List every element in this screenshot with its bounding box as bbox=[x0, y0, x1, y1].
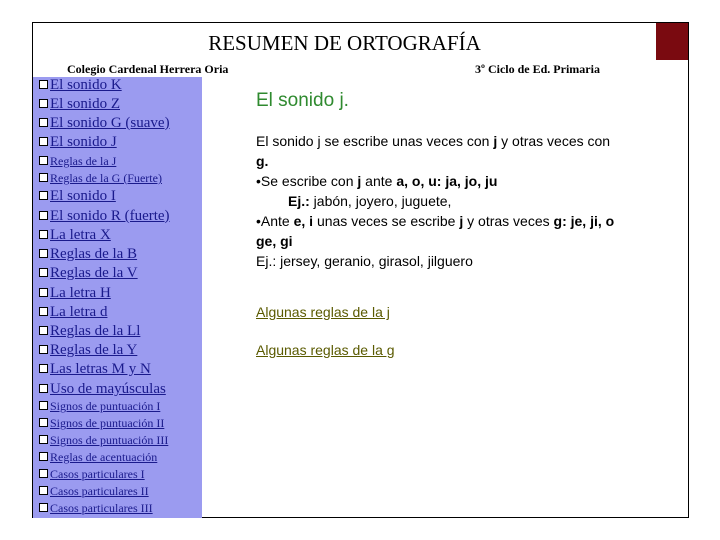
explanation-text bbox=[256, 131, 681, 271]
sidebar-item[interactable] bbox=[39, 399, 160, 414]
checkbox-bullet-icon bbox=[39, 191, 48, 200]
example1-words: jabón, joyero, juguete, bbox=[309, 193, 452, 209]
sidebar-item[interactable] bbox=[39, 188, 116, 205]
rule-2 bbox=[256, 211, 681, 251]
checkbox-bullet-icon bbox=[39, 288, 48, 297]
rule1-vowels: a, o, u: ja, jo, ju bbox=[396, 173, 498, 189]
title-bar bbox=[33, 23, 656, 61]
sidebar-item-label[interactable]: El sonido J bbox=[50, 134, 117, 150]
sidebar-item[interactable] bbox=[39, 96, 120, 113]
sidebar-item-label[interactable]: El sonido G (suave) bbox=[50, 115, 170, 131]
rule2-ei: e, i bbox=[293, 213, 314, 229]
sidebar-item-label[interactable]: Uso de mayúsculas bbox=[50, 381, 166, 397]
sidebar-item[interactable] bbox=[39, 265, 138, 282]
sidebar-item-label[interactable]: Reglas de la V bbox=[50, 265, 138, 281]
sidebar-item-label[interactable]: El sonido I bbox=[50, 188, 116, 204]
rule2-j: j bbox=[459, 213, 464, 229]
intro-text: El sonido j se escribe unas veces con bbox=[256, 133, 494, 149]
checkbox-bullet-icon bbox=[39, 173, 48, 182]
sidebar-item[interactable] bbox=[39, 134, 117, 151]
checkbox-bullet-icon bbox=[39, 401, 48, 410]
sidebar-item-label[interactable]: Reglas de la Ll bbox=[50, 323, 141, 339]
sidebar-item[interactable] bbox=[39, 77, 122, 94]
rule1-text-2: ante bbox=[361, 173, 397, 189]
sidebar-item-label[interactable]: Signos de puntuación III bbox=[50, 433, 169, 447]
sidebar-item[interactable] bbox=[39, 342, 137, 359]
checkbox-bullet-icon bbox=[39, 137, 48, 146]
sidebar-item[interactable] bbox=[39, 381, 166, 398]
checkbox-bullet-icon bbox=[39, 435, 48, 444]
checkbox-bullet-icon bbox=[39, 307, 48, 316]
link-reglas-g[interactable]: Algunas reglas de la g bbox=[256, 342, 395, 358]
example1-label: Ej.: bbox=[288, 193, 310, 209]
intro-text-2: y otras veces con bbox=[497, 133, 611, 149]
checkbox-bullet-icon bbox=[39, 156, 48, 165]
sidebar-item-label[interactable]: La letra d bbox=[50, 304, 108, 320]
sidebar-item[interactable] bbox=[39, 246, 137, 263]
corner-accent bbox=[656, 23, 688, 60]
checkbox-bullet-icon bbox=[39, 384, 48, 393]
example-1 bbox=[256, 191, 681, 211]
page-title: RESUMEN DE ORTOGRAFÍA bbox=[208, 31, 481, 55]
sidebar-item-label[interactable]: Reglas de la J bbox=[50, 154, 117, 168]
link-reglas-j[interactable]: Algunas reglas de la j bbox=[256, 304, 390, 320]
rule2-text: •Ante bbox=[256, 213, 294, 229]
rule2-text-2: unas veces se escribe bbox=[313, 213, 460, 229]
intro-j: j bbox=[493, 133, 498, 149]
school-name: Colegio Cardenal Herrera Oria bbox=[67, 62, 229, 76]
cycle-label: 3º Ciclo de Ed. Primaria bbox=[475, 62, 600, 76]
sidebar-item-label[interactable]: Casos particulares II bbox=[50, 484, 149, 498]
sidebar-item[interactable] bbox=[39, 433, 168, 448]
checkbox-bullet-icon bbox=[39, 249, 48, 258]
rule2-text-3: y otras veces bbox=[463, 213, 554, 229]
rule2-gegi: ge, gi bbox=[256, 233, 293, 249]
rule-1 bbox=[256, 171, 681, 191]
checkbox-bullet-icon bbox=[39, 503, 48, 512]
sidebar-item-label[interactable]: El sonido R (fuerte) bbox=[50, 208, 170, 224]
rule2-examples: : je, ji, bbox=[562, 213, 602, 229]
intro-g: g. bbox=[256, 153, 269, 169]
checkbox-bullet-icon bbox=[39, 486, 48, 495]
checkbox-bullet-icon bbox=[39, 326, 48, 335]
sidebar bbox=[33, 77, 202, 518]
subtitle-bar bbox=[33, 60, 688, 77]
sidebar-item-label[interactable]: La letra H bbox=[50, 285, 111, 301]
sidebar-item-label[interactable]: El sonido Z bbox=[50, 96, 120, 112]
sidebar-item[interactable] bbox=[39, 450, 157, 465]
example2-label: Ej.: bbox=[256, 253, 277, 269]
sidebar-item-label[interactable]: Casos particulares I bbox=[50, 467, 145, 481]
sidebar-item-label[interactable]: La letra X bbox=[50, 227, 111, 243]
checkbox-bullet-icon bbox=[39, 345, 48, 354]
checkbox-bullet-icon bbox=[39, 80, 48, 89]
rule2-o: o bbox=[601, 213, 615, 229]
checkbox-bullet-icon bbox=[39, 211, 48, 220]
checkbox-bullet-icon bbox=[39, 452, 48, 461]
sidebar-item-label[interactable]: Reglas de la Y bbox=[50, 342, 138, 358]
intro-line bbox=[256, 131, 681, 171]
sidebar-item-label[interactable]: Las letras M y N bbox=[50, 361, 151, 377]
sidebar-item[interactable] bbox=[39, 416, 164, 431]
sidebar-item-label[interactable]: Signos de puntuación II bbox=[50, 416, 165, 430]
sidebar-item[interactable] bbox=[39, 323, 140, 340]
checkbox-bullet-icon bbox=[39, 230, 48, 239]
sidebar-item[interactable] bbox=[39, 208, 170, 225]
sidebar-item[interactable] bbox=[39, 361, 151, 378]
sidebar-item[interactable] bbox=[39, 285, 111, 302]
sidebar-item-label[interactable]: Casos particulares III bbox=[50, 501, 153, 515]
sidebar-item[interactable] bbox=[39, 484, 149, 499]
rule1-text: •Se escribe con bbox=[256, 173, 358, 189]
sidebar-item-label[interactable]: Reglas de acentuación bbox=[50, 450, 158, 464]
example-2 bbox=[256, 251, 681, 271]
sidebar-item[interactable] bbox=[39, 171, 162, 186]
sidebar-item-label[interactable]: Signos de puntuación I bbox=[50, 399, 161, 413]
sidebar-item[interactable] bbox=[39, 115, 170, 132]
section-heading: El sonido j. bbox=[256, 90, 349, 111]
sidebar-item-label[interactable]: El sonido K bbox=[50, 77, 122, 93]
example2-words: jersey, geranio, girasol, jilguero bbox=[276, 253, 473, 269]
checkbox-bullet-icon bbox=[39, 364, 48, 373]
sidebar-item[interactable] bbox=[39, 501, 153, 516]
checkbox-bullet-icon bbox=[39, 469, 48, 478]
sidebar-item[interactable] bbox=[39, 227, 111, 244]
sidebar-item[interactable] bbox=[39, 154, 116, 169]
sidebar-item-label[interactable]: Reglas de la G (Fuerte) bbox=[50, 171, 162, 185]
checkbox-bullet-icon bbox=[39, 99, 48, 108]
checkbox-bullet-icon bbox=[39, 268, 48, 277]
sidebar-item[interactable] bbox=[39, 304, 107, 321]
sidebar-item-label[interactable]: Reglas de la B bbox=[50, 246, 138, 262]
sidebar-item[interactable] bbox=[39, 467, 145, 482]
rule1-j: j bbox=[357, 173, 362, 189]
rule2-g: g bbox=[553, 213, 563, 229]
checkbox-bullet-icon bbox=[39, 118, 48, 127]
checkbox-bullet-icon bbox=[39, 418, 48, 427]
